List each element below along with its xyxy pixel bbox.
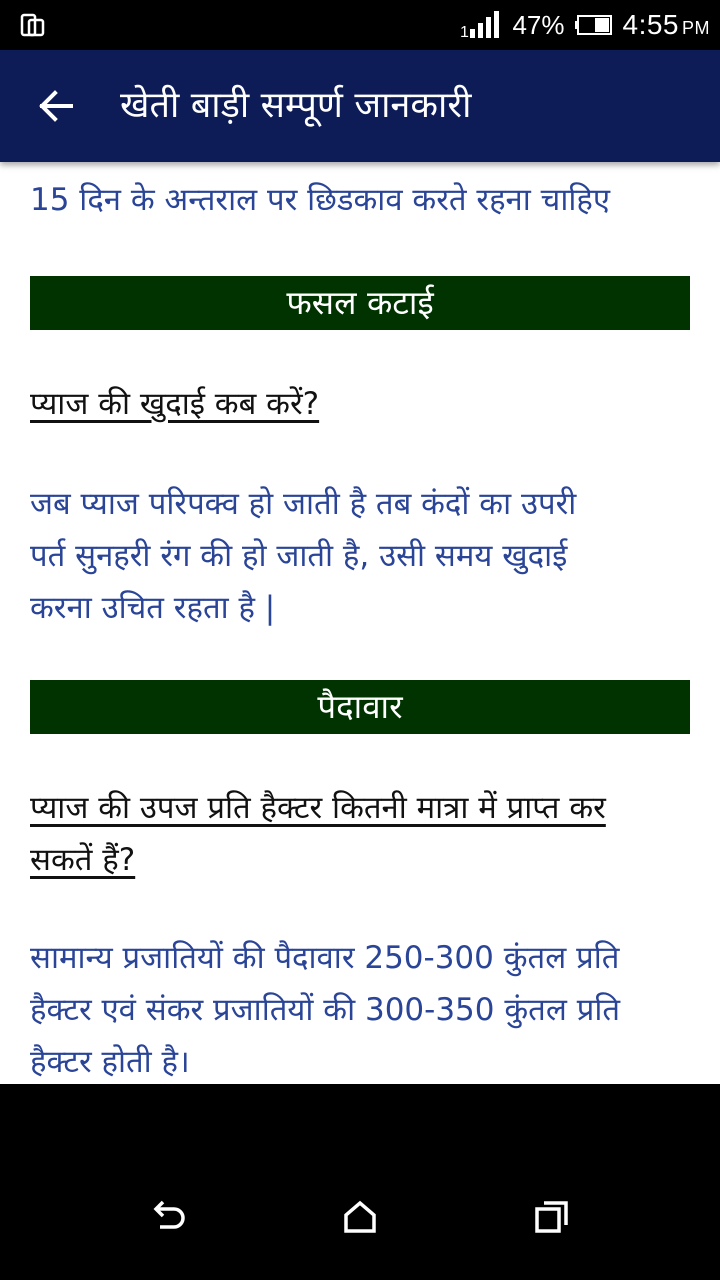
question-text: प्याज की खुदाई कब करें? [30, 386, 320, 422]
answer-line: सामान्य प्रजातियों की पैदावार 250-300 कुंतल प्रति [30, 940, 620, 976]
battery-icon [575, 14, 613, 36]
app-bar [0, 50, 720, 162]
nav-recents-button[interactable] [524, 1189, 580, 1245]
status-bar [0, 0, 720, 50]
clock-time: 4:55 [622, 9, 679, 40]
section-header-yield: पैदावार [30, 680, 690, 734]
battery-percent: 47% [512, 9, 565, 40]
back-button[interactable] [28, 78, 84, 134]
answer-line: हैक्टर होती है। [30, 1044, 190, 1080]
nav-recents-icon [532, 1197, 572, 1237]
app-title: खेती बाड़ी सम्पूर्ण जानकारी [120, 85, 472, 126]
content-scroll-area[interactable] [0, 162, 720, 1084]
nav-back-icon [148, 1197, 188, 1237]
answer-text [30, 478, 690, 634]
section-header-harvest: फसल कटाई [30, 276, 690, 330]
status-clock [623, 9, 711, 41]
status-right-group [460, 0, 710, 50]
nav-home-icon [340, 1197, 380, 1237]
nav-back-button[interactable] [140, 1189, 196, 1245]
svg-text:1: 1 [460, 24, 470, 39]
answer-line: करना उचित रहता है | [30, 590, 276, 626]
system-nav-bar [0, 1084, 720, 1280]
partial-answer-text: 15 दिन के अन्तराल पर छिडकाव करते रहना चाहिए [30, 182, 610, 218]
question-text [30, 782, 690, 886]
answer-line: जब प्याज परिपक्व हो जाती है तब कंदों का उपरी [30, 486, 577, 522]
answer-line: हैक्टर एवं संकर प्रजातियों की 300-350 कुंतल प्रति [30, 992, 621, 1028]
answer-line: पर्त सुनहरी रंग की हो जाती है, उसी समय खुदाई [30, 538, 568, 574]
answer-text [30, 932, 690, 1084]
clock-suffix: PM [682, 18, 710, 38]
screen-rotate-icon [20, 12, 46, 38]
question-line: प्याज की उपज प्रति हैक्टर कितनी मात्रा में प्राप्त कर [30, 790, 606, 826]
nav-home-button[interactable] [332, 1189, 388, 1245]
signal-strength-icon [460, 11, 502, 39]
arrow-back-icon [38, 88, 74, 124]
question-line: सकतें हैं? [30, 842, 136, 878]
